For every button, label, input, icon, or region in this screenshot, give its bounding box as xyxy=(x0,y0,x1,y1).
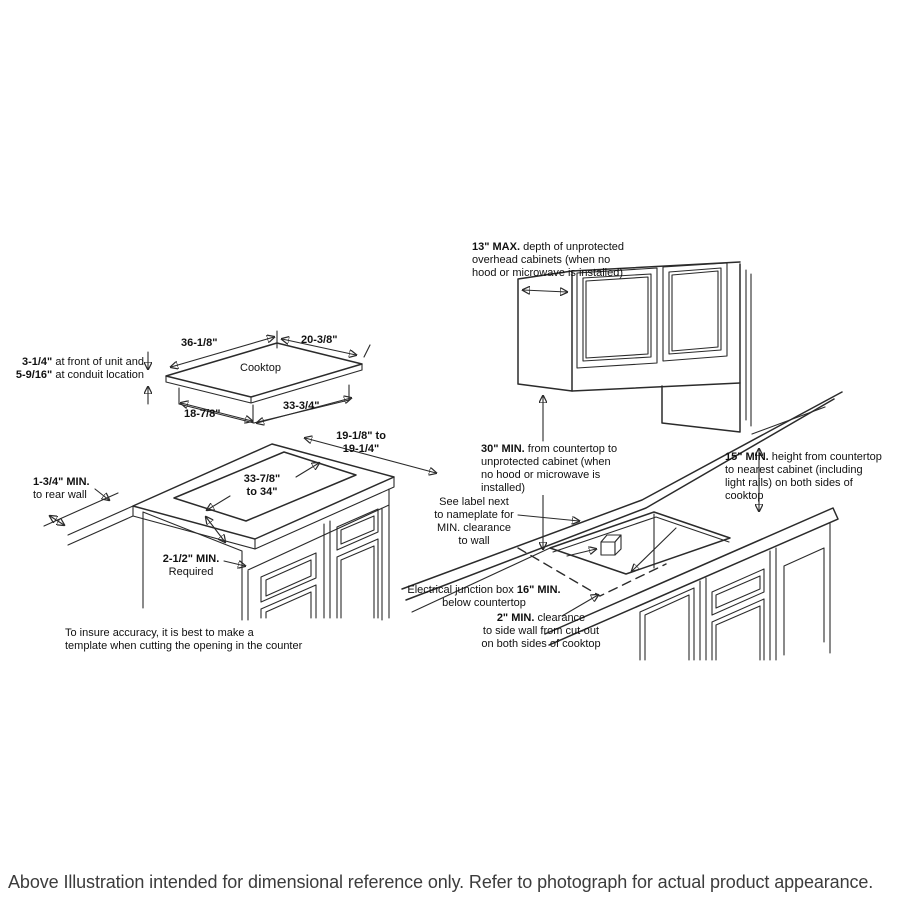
countertop-clearance-line4: installed) xyxy=(481,482,526,494)
rear-wall-clearance-value: 1-3/4" MIN. xyxy=(33,476,90,488)
footer-caption: Above Illustration intended for dimensional reference only. Refer to photograph for actual product appearance. xyxy=(8,872,874,892)
countertop-clearance-line3: no hood or microwave is xyxy=(481,469,601,481)
dim-cutout-depth xyxy=(324,430,398,456)
junction-box-label xyxy=(400,584,568,610)
overhead-depth-line3: hood or microwave is installed) xyxy=(472,267,624,279)
template-note xyxy=(65,627,302,653)
dim-cutout-depth-line1: 19-1/8" to xyxy=(336,430,386,442)
cooktop-height-note xyxy=(10,356,144,382)
countertop-clearance-line1: 30" MIN. from countertop to xyxy=(481,443,618,455)
dim-cutout-width-line2: to 34" xyxy=(246,486,278,498)
countertop-clearance-label xyxy=(479,443,619,495)
nameplate-label xyxy=(428,496,520,548)
dim-cutout-depth-line2: 19-1/4" xyxy=(342,443,380,455)
front-clearance-label xyxy=(156,553,226,579)
nameplate-line1: See label next xyxy=(439,496,509,508)
side-cabinet-height-line1: 15" MIN. height from countertop xyxy=(725,451,882,463)
junction-box-line2: below countertop xyxy=(442,597,526,609)
rear-wall-clearance-label xyxy=(33,476,90,502)
template-note-line2: template when cutting the opening in the counter xyxy=(65,640,303,652)
dim-cooktop-depth-top: 20-3/8" xyxy=(301,334,338,346)
dim-cooktop-width-bottom: 18-7/8" xyxy=(184,408,221,420)
side-cabinet-height-label xyxy=(725,451,882,503)
countertop-clearance-line2: unprotected cabinet (when xyxy=(481,456,611,468)
cooktop-surface-label: Cooktop xyxy=(240,362,281,374)
dim-cutout-width xyxy=(228,473,296,499)
overhead-depth-label xyxy=(472,241,624,280)
nameplate-line4: to wall xyxy=(458,535,490,547)
overhead-depth-line2: overhead cabinets (when no xyxy=(472,254,611,266)
dim-cooktop-width-top: 36-1/8" xyxy=(181,337,218,349)
side-cabinet-height-line4: cooktop xyxy=(725,490,764,502)
overhead-depth-line1: 13" MAX. depth of unprotected xyxy=(472,241,624,253)
overhead-cabinet-view xyxy=(518,262,751,432)
side-wall-clearance-line1: 2" MIN. clearance xyxy=(496,612,586,624)
side-wall-clearance-line3: on both sides of cooktop xyxy=(481,638,601,650)
dim-cutout-width-line1: 33-7/8" xyxy=(243,473,281,485)
side-wall-clearance-label xyxy=(477,612,605,651)
nameplate-line3: MIN. clearance xyxy=(437,522,511,534)
cooktop-height-note-line2: 5-9/16" at conduit location xyxy=(15,369,144,381)
side-cabinet-height-line3: light rails) on both sides of xyxy=(725,477,853,489)
dim-cooktop-depth-bottom: 33-3/4" xyxy=(283,400,320,412)
front-clearance-text: Required xyxy=(168,566,214,578)
junction-box-line1: Electrical junction box 16" MIN. xyxy=(407,584,561,596)
front-clearance-value: 2-1/2" MIN. xyxy=(162,553,220,565)
rear-wall-clearance-text: to rear wall xyxy=(33,489,87,501)
side-cabinet-height-line2: to nearest cabinet (including xyxy=(725,464,863,476)
nameplate-line2: to nameplate for xyxy=(434,509,514,521)
counter-cutout-isometric xyxy=(44,438,436,620)
template-note-line1: To insure accuracy, it is best to make a xyxy=(65,627,254,639)
side-wall-clearance-line2: to side wall from cut-out xyxy=(482,625,600,637)
cooktop-height-note-line1: 3-1/4" at front of unit and xyxy=(21,356,144,368)
